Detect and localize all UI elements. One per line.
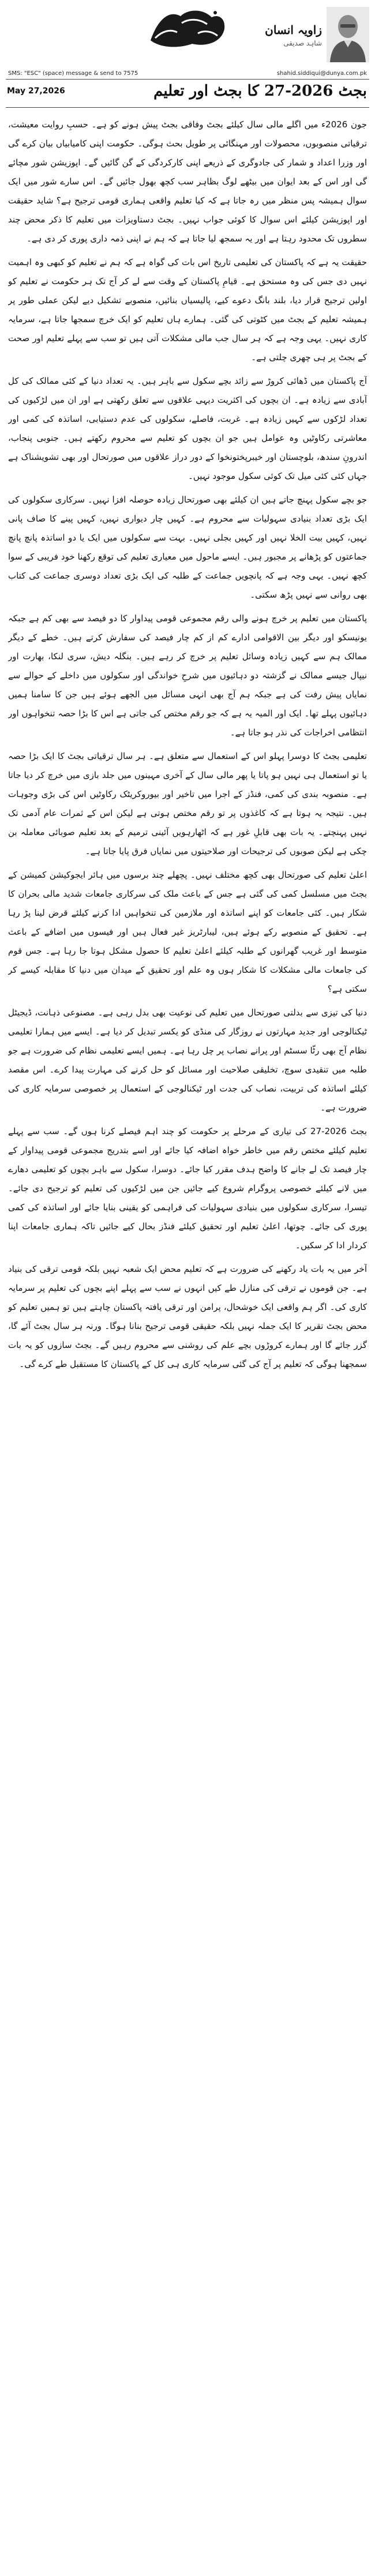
- newspaper-logo: [147, 6, 228, 50]
- author-photo: [327, 7, 369, 62]
- article-paragraph: حقیقت یہ ہے کہ پاکستان کی تعلیمی تاریخ اس بات کی گواہ ہے کہ ہم نے تعلیم کو کبھی وہ اہمیت نہیں دی جس کی وہ مستحق ہے۔ قیامِ پاکستان کے وقت سے لے کر آج تک ہر حکومت نے تعلیم کو اولین ترجیح قرار دیا، بلند بانگ دعوے کیے، پالیسیاں بنائیں، منصوبے تشکیل دیے لیکن عملی طور پر ہمیشہ تعلیم کے بجٹ میں کٹوتی کی گئی۔ ہمارے ہاں تعلیم کو ایک خرچ سمجھا جاتا ہے، سرمایہ کاری نہیں۔ یہی وجہ ہے کہ ہر سال جب مالی مشکلات آتی ہیں تو سب سے پہلے تعلیم اور صحت کے بجٹ پر ہی چھری چلتی ہے۔: [8, 257, 367, 362]
- publish-date: May 27,2026: [7, 86, 65, 96]
- sms-note: SMS: "ESC" (space) message & send to 7575: [8, 70, 138, 77]
- logo-brush-icon: [147, 6, 228, 50]
- article-paragraph: آخر میں یہ بات یاد رکھنے کی ضرورت ہے کہ تعلیم محض ایک شعبہ نہیں بلکہ قومی ترقی کی بنیاد ہے۔ جن قوموں نے ترقی کی منازل طے کیں انہوں نے سب سے پہلے اپنے بچوں کی تعلیم پر سرمایہ کاری کی۔ اگر ہم واقعی ایک خوشحال، پرامن اور ترقی یافتہ پاکستان چاہتے ہیں تو ہمیں تعلیم کو محض بجٹ تقریر کا ایک جملہ نہیں بلکہ حقیقی قومی ترجیح بنانا ہوگا۔ ورنہ ہر سال بجٹ آئے گا، گزر جائے گا اور ہمارے کروڑوں بچے علم کی روشنی سے محروم رہیں گے۔ بجٹ سازوں کو یہ بات سمجھنا ہوگی کہ تعلیم پر آج کی گئی سرمایہ کاری ہی کل کے پاکستان کا مستقبل طے کرے گی۔: [8, 1264, 367, 1369]
- article-paragraph: جون 2026ء میں اگلے مالی سال کیلئے بجٹ وفاقی بجٹ پیش ہونے کو ہے۔ حسبِ روایت معیشت، ترقیاتی منصوبوں، محصولات اور مہنگائی پر طویل بحث ہوگی۔ حکومت اپنی کامیابیاں بیان کرے گی اور وزرا اعداد و شمار کی جادوگری کے ذریعے اپنی کارکردگی کے گن گائیں گے۔ اپوزیشن شور مچائے گی اور اس کے بعد ایوان میں بیٹھے لوگ بظاہر سب کچھ بھول جائیں گے۔ اس سارے شور میں ایک سوال ہمیشہ پس منظر میں رہ جاتا ہے کہ کیا تعلیم واقعی ہماری قومی ترجیح ہے؟ شاید حقیقت اور اپوزیشن کیلئے اس سوال کا کوئی جواب نہیں۔ بجٹ دستاویزات میں تعلیم کا ذکر محض چند سطروں تک محدود رہتا ہے اور یہ سمجھ لیا جاتا ہے کہ ہم نے اپنی ذمہ داری پوری کر دی ہے۔: [8, 119, 367, 244]
- author-subtitle: شاہد صدیقی: [283, 39, 322, 47]
- divider: [6, 79, 369, 80]
- column-headline: بجٹ 2026-27 کا بجٹ اور تعلیم: [153, 82, 367, 100]
- article-body: [8, 115, 367, 2564]
- article-paragraph: پاکستان میں تعلیم پر خرچ ہونے والی رقم مجموعی قومی پیداوار کا دو فیصد سے بھی کم ہے جبکہ یونیسکو اور دیگر بین الاقوامی ادارے کم از کم چار فیصد کی سفارش کرتے ہیں۔ خطے کے دیگر ممالک ہم سے کہیں زیادہ وسائل تعلیم پر خرچ کر رہے ہیں۔ بنگلہ دیش، سری لنکا، بھارت اور نیپال جیسے ممالک نے گزشتہ دو دہائیوں میں شرحِ خواندگی اور سکولوں میں داخلے کے حوالے سے نمایاں پیش رفت کی ہے جبکہ ہم آج بھی انہی مسائل میں الجھے ہوئے ہیں جن کا سامنا ہمیں دہائیوں پہلے تھا۔ ایک اور المیہ یہ ہے کہ جو رقم مختص کی جاتی ہے اس کا بڑا حصہ تنخواہوں اور انتظامی اخراجات کی نذر ہو جاتا ہے۔: [8, 613, 367, 738]
- divider: [6, 107, 369, 108]
- article-paragraph: جو بچے سکول پہنچ جاتے ہیں ان کیلئے بھی صورتحال زیادہ حوصلہ افزا نہیں۔ سرکاری سکولوں کی ایک بڑی تعداد بنیادی سہولیات سے محروم ہے۔ کہیں چار دیواری نہیں، کہیں پینے کا صاف پانی نہیں، کہیں بیت الخلا نہیں اور کہیں بجلی نہیں۔ بہت سے سکولوں میں ایک یا دو اساتذہ پانچ پانچ جماعتوں کو پڑھانے پر مجبور ہیں۔ ایسے ماحول میں معیاری تعلیم کی توقع رکھنا خود فریبی کے سوا کچھ نہیں۔ یہی وجہ ہے کہ پانچویں جماعت کے طلبہ کی ایک بڑی تعداد دوسری جماعت کی کتاب بھی روانی سے نہیں پڑھ سکتی۔: [8, 494, 367, 600]
- author-name: زاویہ انسان: [265, 23, 322, 37]
- article-paragraph: دنیا کی تیزی سے بدلتی صورتحال میں تعلیم کی نوعیت بھی بدل رہی ہے۔ مصنوعی ذہانت، ڈیجیٹل ٹیکنالوجی اور جدید مہارتوں نے روزگار کی منڈی کو یکسر تبدیل کر دیا ہے۔ ایسے میں ہمارا تعلیمی نظام آج بھی رٹّا سسٹم اور پرانے نصاب پر چل رہا ہے۔ ہمیں ایسے تعلیمی نظام کی ضرورت ہے جو طلبہ میں تنقیدی سوچ، تخلیقی صلاحیت اور مسائل کو حل کرنے کی مہارت پیدا کرے۔ اس مقصد کیلئے اساتذہ کی تربیت، نصاب کی جدت اور ٹیکنالوجی کے استعمال پر خصوصی سرمایہ کاری کی ضرورت ہے۔: [8, 1007, 367, 1113]
- masthead: [0, 0, 375, 115]
- author-block: [235, 23, 322, 47]
- article-paragraph: آج پاکستان میں ڈھائی کروڑ سے زائد بچے سکول سے باہر ہیں۔ یہ تعداد دنیا کے کئی ممالک کی کل آبادی سے زیادہ ہے۔ ان بچوں کی اکثریت دیہی علاقوں سے تعلق رکھتی ہے اور ان میں لڑکیوں کی تعداد لڑکوں سے کہیں زیادہ ہے۔ غربت، فاصلے، سکولوں کی عدم دستیابی، اساتذہ کی کمی اور معاشرتی رکاوٹیں وہ عوامل ہیں جو ان بچوں کو تعلیم سے محروم رکھتے ہیں۔ جنوبی پنجاب، اندرونِ سندھ، بلوچستان اور خیبرپختونخوا کے دور دراز علاقوں میں صورتحال اور بھی تشویشناک ہے جہاں کئی کئی میل تک کوئی سکول موجود نہیں۔: [8, 376, 367, 481]
- article-paragraph: بجٹ 2026-27 کی تیاری کے مرحلے پر حکومت کو چند اہم فیصلے کرنا ہوں گے۔ سب سے پہلے تعلیم کیلئے مختص رقم میں خاطر خواہ اضافہ کیا جائے اور اسے بتدریج مجموعی قومی پیداوار کے چار فیصد تک لے جانے کا واضح ہدف مقرر کیا جائے۔ دوسرا، سکول سے باہر بچوں کو تعلیمی دھارے میں لانے کیلئے خصوصی پروگرام شروع کیے جائیں جن میں لڑکیوں کی تعلیم کو ترجیح دی جائے۔ تیسرا، سرکاری سکولوں میں بنیادی سہولیات کی فراہمی کو یقینی بنایا جائے اور اساتذہ کی کمی پوری کی جائے۔ چوتھا، اعلیٰ تعلیم اور تحقیق کیلئے فنڈز بحال کیے جائیں تاکہ ہماری جامعات اپنا کردار ادا کر سکیں۔: [8, 1126, 367, 1251]
- article-paragraph: تعلیمی بجٹ کا دوسرا پہلو اس کے استعمال سے متعلق ہے۔ ہر سال ترقیاتی بجٹ کا ایک بڑا حصہ یا تو استعمال ہی نہیں ہو پاتا یا پھر مالی سال کے آخری مہینوں میں جلد بازی میں خرچ کر دیا جاتا ہے۔ منصوبہ بندی کی کمی، فنڈز کے اجرا میں تاخیر اور بیوروکریٹک رکاوٹیں اس کی بڑی وجوہات ہیں۔ نتیجہ یہ ہوتا ہے کہ کاغذوں پر تو رقم مختص ہوتی ہے لیکن اس کے ثمرات عام آدمی تک نہیں پہنچتے۔ یہ بات بھی قابلِ غور ہے کہ اٹھارہویں آئینی ترمیم کے بعد تعلیم صوبائی معاملہ بن چکی ہے لیکن صوبوں کی ترجیحات اور صلاحیتوں میں نمایاں فرق پایا جاتا ہے۔: [8, 751, 367, 856]
- article-paragraph: اعلیٰ تعلیم کی صورتحال بھی کچھ مختلف نہیں۔ پچھلے چند برسوں میں ہائر ایجوکیشن کمیشن کے بجٹ میں مسلسل کمی کی گئی ہے جس کے باعث ملک کی سرکاری جامعات شدید مالی بحران کا شکار ہیں۔ کئی جامعات کو اپنے اساتذہ اور ملازمین کی تنخواہیں ادا کرنے کیلئے قرض لینا پڑ رہا ہے۔ تحقیق کے منصوبے رکے ہوئے ہیں، لیبارٹریز غیر فعال ہیں اور فیسوں میں اضافے کے باعث متوسط اور غریب گھرانوں کے طلبہ کیلئے اعلیٰ تعلیم کا حصول مشکل ہوتا جا رہا ہے۔ جس قوم کی جامعات مالی مشکلات کا شکار ہوں وہ علم اور تحقیق کے میدان میں دنیا کا مقابلہ کیسے کر سکتی ہے؟: [8, 870, 367, 994]
- author-portrait-icon: [327, 7, 369, 62]
- author-email: shahid.siddiqui@dunya.com.pk: [276, 70, 367, 77]
